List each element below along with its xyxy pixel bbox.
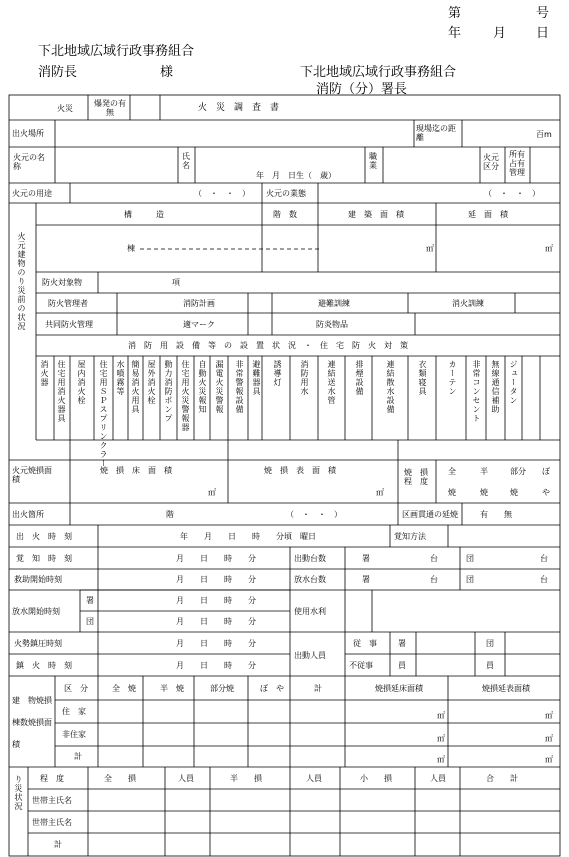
extinguish-time-fields: 月 日 時 分 bbox=[176, 661, 256, 670]
total-floor-unit: ㎡ bbox=[437, 755, 445, 764]
household-head-2: 世帯主氏名 bbox=[32, 818, 72, 827]
explosion-presence-label: 爆発の有 無 bbox=[94, 99, 134, 117]
equipment-label: カーテン bbox=[448, 360, 457, 396]
boya-header: ぼ や bbox=[260, 684, 284, 693]
date-month: 月 bbox=[493, 26, 507, 41]
water-start-dan-fields: 月 日 時 分 bbox=[176, 617, 256, 626]
gokei-header: 合 計 bbox=[486, 774, 518, 783]
bubunsho-header: 部分焼 bbox=[210, 684, 234, 693]
equipment-label: 連結散水設備 bbox=[386, 360, 395, 414]
victims-total-label: 計 bbox=[54, 840, 62, 849]
owner-name-label: 火元の名 称 bbox=[13, 153, 61, 171]
nonres-surface-unit: ㎡ bbox=[545, 734, 553, 743]
floor-area-unit: ㎡ bbox=[545, 244, 553, 253]
first-aid-time-label: 救助開始時刻 bbox=[14, 575, 62, 584]
business-paren: （ ・ ・ ） bbox=[484, 189, 540, 198]
degree-zen: 全 bbox=[448, 467, 456, 476]
equipment-label: 屋外消火栓 bbox=[147, 360, 156, 405]
res-floor-unit: ㎡ bbox=[437, 711, 445, 720]
hansho2-header: 半 損 bbox=[230, 774, 262, 783]
equipment-label: ジュータン bbox=[509, 360, 518, 405]
non-staff-in-2: 員 bbox=[486, 661, 494, 670]
dispatch-dan-dai: 台 bbox=[540, 554, 548, 563]
fire-manager-label: 防火管理者 bbox=[48, 299, 88, 308]
distance-unit: 百m bbox=[536, 130, 552, 139]
flameproof-label: 防炎物品 bbox=[316, 320, 348, 329]
equipment-label: 簡易消火用具 bbox=[131, 360, 140, 414]
burn-surface-total-header: 焼損延表面積 bbox=[482, 684, 530, 693]
floors-label: 階 数 bbox=[273, 210, 297, 219]
water-dan: 団 bbox=[466, 575, 474, 584]
water-count-label: 放水台数 bbox=[294, 575, 326, 584]
fire-class-label: 火元区分 bbox=[483, 153, 499, 171]
equipment-status-title: 消 防 用 設 備 等 の 設 置 状 況 ・ 住 宅 防 火 対 策 bbox=[128, 341, 408, 350]
building-total-label: 計 bbox=[74, 752, 82, 761]
degree-sho2: 焼 bbox=[480, 488, 488, 497]
usage-paren: （ ・ ・ ） bbox=[194, 189, 250, 198]
equipment-label: 無線通信補助 bbox=[491, 360, 500, 414]
owner-manager-col1: 所有 占有 管理 bbox=[509, 150, 533, 177]
degree-han: 半 bbox=[480, 467, 488, 476]
victims-vertical-label: り災状況 bbox=[14, 775, 23, 811]
water-start-sho-fields: 月 日 時 分 bbox=[176, 596, 256, 605]
equipment-label: 衣類寝具 bbox=[418, 360, 427, 396]
equipment-label: 動力消防ポンプ bbox=[164, 360, 173, 423]
water-sho: 署 bbox=[362, 575, 370, 584]
fire-plan-label: 消防計画 bbox=[183, 299, 215, 308]
joint-management-label: 共同防火管理 bbox=[45, 320, 93, 329]
water-start-sho: 署 bbox=[86, 596, 94, 605]
shosho-header: 小 損 bbox=[360, 774, 392, 783]
equipment-label: 非常警報設備 bbox=[235, 360, 244, 414]
ignition-date: 年 月 日 時 分頃 曜日 bbox=[180, 532, 316, 541]
dispatch-count-label: 出動台数 bbox=[294, 554, 326, 563]
date-year: 年 bbox=[448, 26, 462, 41]
fire-origin-label: 出火箇所 bbox=[12, 510, 44, 519]
burned-surface-area-label: 焼 損 表 面 積 bbox=[264, 466, 336, 475]
ignition-time-label: 出 火 時 刻 bbox=[16, 532, 72, 541]
building-area-label: 建 築 面 積 bbox=[348, 210, 404, 219]
staff-dan: 団 bbox=[486, 639, 494, 648]
equipment-label: 屋内消火栓 bbox=[77, 360, 86, 405]
equipment-label: 避難器具 bbox=[252, 360, 261, 396]
degree-sho1: 焼 bbox=[448, 488, 456, 497]
residence-label: 住 家 bbox=[62, 707, 86, 716]
floor-kai-label: 階 bbox=[166, 510, 174, 519]
addressee-chief: 消防長 bbox=[38, 65, 78, 80]
burned-floor-area-label: 焼 損 床 面 積 bbox=[100, 466, 172, 475]
equipment-label: 自動火災報知 bbox=[198, 360, 207, 414]
suppression-time-label: 火勢鎮圧時刻 bbox=[14, 639, 62, 648]
degree-bubun: 部分 bbox=[510, 467, 526, 476]
zensho-header: 全 焼 bbox=[112, 684, 136, 693]
zensho2-header: 全 損 bbox=[104, 774, 136, 783]
distance-label: 現場迄の距離 bbox=[416, 124, 456, 142]
awareness-time-label: 覚 知 時 刻 bbox=[16, 554, 72, 563]
res-surface-unit: ㎡ bbox=[545, 711, 553, 720]
total-surface-unit: ㎡ bbox=[545, 755, 553, 764]
doc-number-go: 号 bbox=[536, 6, 550, 21]
structure-label: 構 造 bbox=[124, 210, 164, 219]
building-area-unit: ㎡ bbox=[426, 244, 434, 253]
degree-ya: や bbox=[542, 488, 550, 497]
equipment-label: 誘導灯 bbox=[273, 360, 282, 387]
dispatch-sho: 署 bbox=[362, 554, 370, 563]
equipment-label: 住宅用ＳＰスプリンクラー bbox=[99, 360, 108, 468]
evacuation-drill-label: 避難訓練 bbox=[318, 299, 350, 308]
fire-label: 火災 bbox=[57, 104, 73, 113]
staff-sho: 署 bbox=[398, 639, 406, 648]
spread-umu: 有 無 bbox=[480, 510, 512, 519]
tou-label: 棟 bbox=[127, 244, 135, 253]
sender-org: 下北地域広域行政事務組合 bbox=[300, 65, 457, 80]
degree-boya: ぼ bbox=[542, 467, 550, 476]
floor-area-unit-2: ㎡ bbox=[208, 488, 216, 497]
equipment-label: 住宅用消火器具 bbox=[57, 360, 66, 423]
total-header: 計 bbox=[314, 684, 322, 693]
water-dan-dai: 台 bbox=[540, 575, 548, 584]
fire-location-label: 出火場所 bbox=[12, 129, 44, 138]
total-floor-area-label: 延 面 積 bbox=[468, 210, 508, 219]
equipment-label: 非常コンセント bbox=[472, 360, 481, 423]
staff-label: 従 事 bbox=[353, 639, 377, 648]
jinin-3: 人員 bbox=[430, 774, 446, 783]
degree-sho3: 焼 bbox=[510, 488, 518, 497]
burn-floor-total-header: 焼損延床面積 bbox=[375, 684, 423, 693]
water-start-dan: 団 bbox=[86, 617, 94, 626]
dispatch-sho-dai: 台 bbox=[430, 554, 438, 563]
building-vertical-label: 火元建物のり災前の状況 bbox=[17, 232, 26, 331]
fire-drill-label: 消火訓練 bbox=[452, 299, 484, 308]
sender-chief: 消防（分）署長 bbox=[316, 82, 408, 97]
dispatch-dan: 団 bbox=[466, 554, 474, 563]
degree-label: 程 度 bbox=[40, 774, 64, 783]
suppression-time-fields: 月 日 時 分 bbox=[176, 639, 256, 648]
equipment-label: 消防用水 bbox=[300, 360, 309, 396]
non-residence-label: 非住家 bbox=[62, 730, 86, 739]
conformity-mark-label: 適マーク bbox=[183, 320, 215, 329]
occupation-label: 職 業 bbox=[369, 152, 385, 170]
form-title: 火 災 調 査 書 bbox=[198, 103, 280, 113]
equipment-label: 住宅用火災警報器 bbox=[181, 360, 190, 432]
business-label: 火元の業態 bbox=[266, 189, 306, 198]
awareness-method-label: 覚知方法 bbox=[394, 532, 426, 541]
equipment-label: 漏電火災警報 bbox=[215, 360, 224, 414]
building-burn-label: 建 物焼損棟数焼損面積 bbox=[12, 696, 52, 749]
extinguish-time-label: 鎮 火 時 刻 bbox=[16, 661, 72, 670]
usage-label: 火元の用途 bbox=[12, 189, 52, 198]
equipment-label: 連結送水管 bbox=[327, 360, 336, 405]
household-head-1: 世帯主氏名 bbox=[32, 796, 72, 805]
addressee-org: 下北地域広域行政事務組合 bbox=[38, 44, 195, 59]
equipment-label: 水噴霧等 bbox=[116, 360, 125, 396]
burned-area-label: 火元焼損面 積 bbox=[12, 466, 68, 484]
jinin-1: 人員 bbox=[178, 774, 194, 783]
kubun-label: 区 分 bbox=[64, 684, 88, 693]
non-staff-label: 不従事 bbox=[349, 661, 373, 670]
item-label: 項 bbox=[172, 278, 180, 287]
water-start-time-label: 放水開始時刻 bbox=[12, 607, 60, 616]
birth-label: 年 月 日生（ 歳） bbox=[256, 171, 336, 180]
spread-label: 区画貫通の延焼 bbox=[402, 510, 458, 519]
name-label: 氏 名 bbox=[182, 152, 198, 170]
non-staff-in: 員 bbox=[398, 661, 406, 670]
awareness-time-fields: 月 日 時 分 bbox=[176, 554, 256, 563]
date-day: 日 bbox=[536, 26, 550, 41]
equipment-label: 消火器 bbox=[40, 360, 49, 387]
first-aid-time-fields: 月 日 時 分 bbox=[176, 575, 256, 584]
surface-area-unit: ㎡ bbox=[376, 488, 384, 497]
burn-degree-label: 焼 損程 度 bbox=[404, 468, 428, 486]
doc-number-dai: 第 bbox=[448, 6, 462, 21]
addressee-sama: 様 bbox=[160, 65, 174, 80]
nonres-floor-unit: ㎡ bbox=[437, 734, 445, 743]
water-source-label: 使用水利 bbox=[294, 607, 326, 616]
equipment-label: 排煙設備 bbox=[355, 360, 364, 396]
origin-paren: （ ・ ・ ） bbox=[286, 510, 342, 519]
water-sho-dai: 台 bbox=[430, 575, 438, 584]
jinin-2: 人員 bbox=[306, 774, 322, 783]
fire-prevention-target-label: 防火対象物 bbox=[42, 278, 82, 287]
hansho-header: 半 焼 bbox=[160, 684, 184, 693]
personnel-label: 出動人員 bbox=[294, 651, 326, 660]
